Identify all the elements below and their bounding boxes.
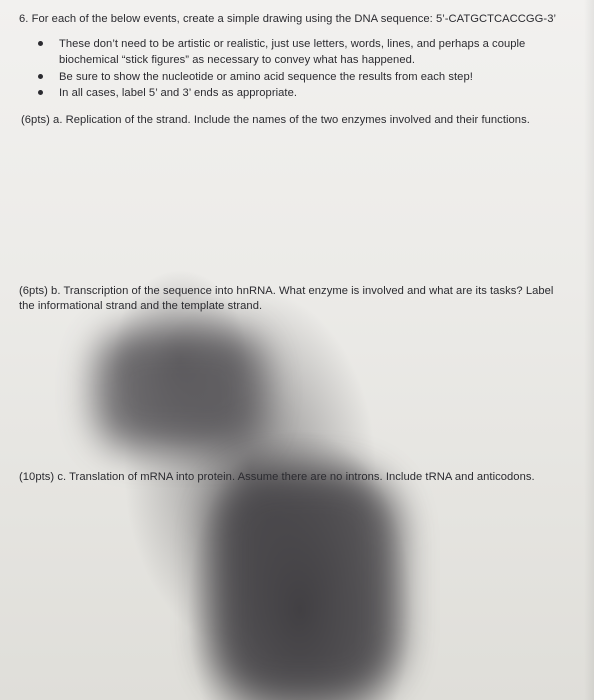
part-b-prompt-line-2: the informational strand and the template strand. xyxy=(19,300,263,312)
bullet-1-line-2: biochemical “stick figures” as necessary to convey what has happened. xyxy=(59,54,416,66)
hand-shadow xyxy=(95,330,265,450)
bullet-dot xyxy=(38,41,43,46)
hand-shadow-lower xyxy=(210,470,400,700)
part-c-prompt: (10pts) c. Translation of mRNA into protein. Assume there are no introns. Include tRNA and anticodons. xyxy=(19,471,535,483)
bullet-2-line-1: Be sure to show the nucleotide or amino acid sequence the results from each step! xyxy=(59,71,473,83)
bullet-3-line-1: In all cases, label 5’ and 3’ ends as appropriate. xyxy=(59,87,297,99)
bullet-1-line-1: These don’t need to be artistic or realistic, just use letters, words, lines, and perhaps a couple xyxy=(59,38,526,50)
bullet-dot xyxy=(38,74,43,79)
bullet-dot xyxy=(38,90,43,95)
part-a-prompt: (6pts) a. Replication of the strand. Include the names of the two enzymes involved and their functions. xyxy=(21,114,530,126)
question-header: 6. For each of the below events, create a simple drawing using the DNA sequence: 5’-CATGCTCACCGG-3’ xyxy=(19,13,557,25)
part-b-prompt-line-1: (6pts) b. Transcription of the sequence into hnRNA. What enzyme is involved and what are its tasks? Label xyxy=(19,285,554,297)
page-edge xyxy=(584,0,594,700)
